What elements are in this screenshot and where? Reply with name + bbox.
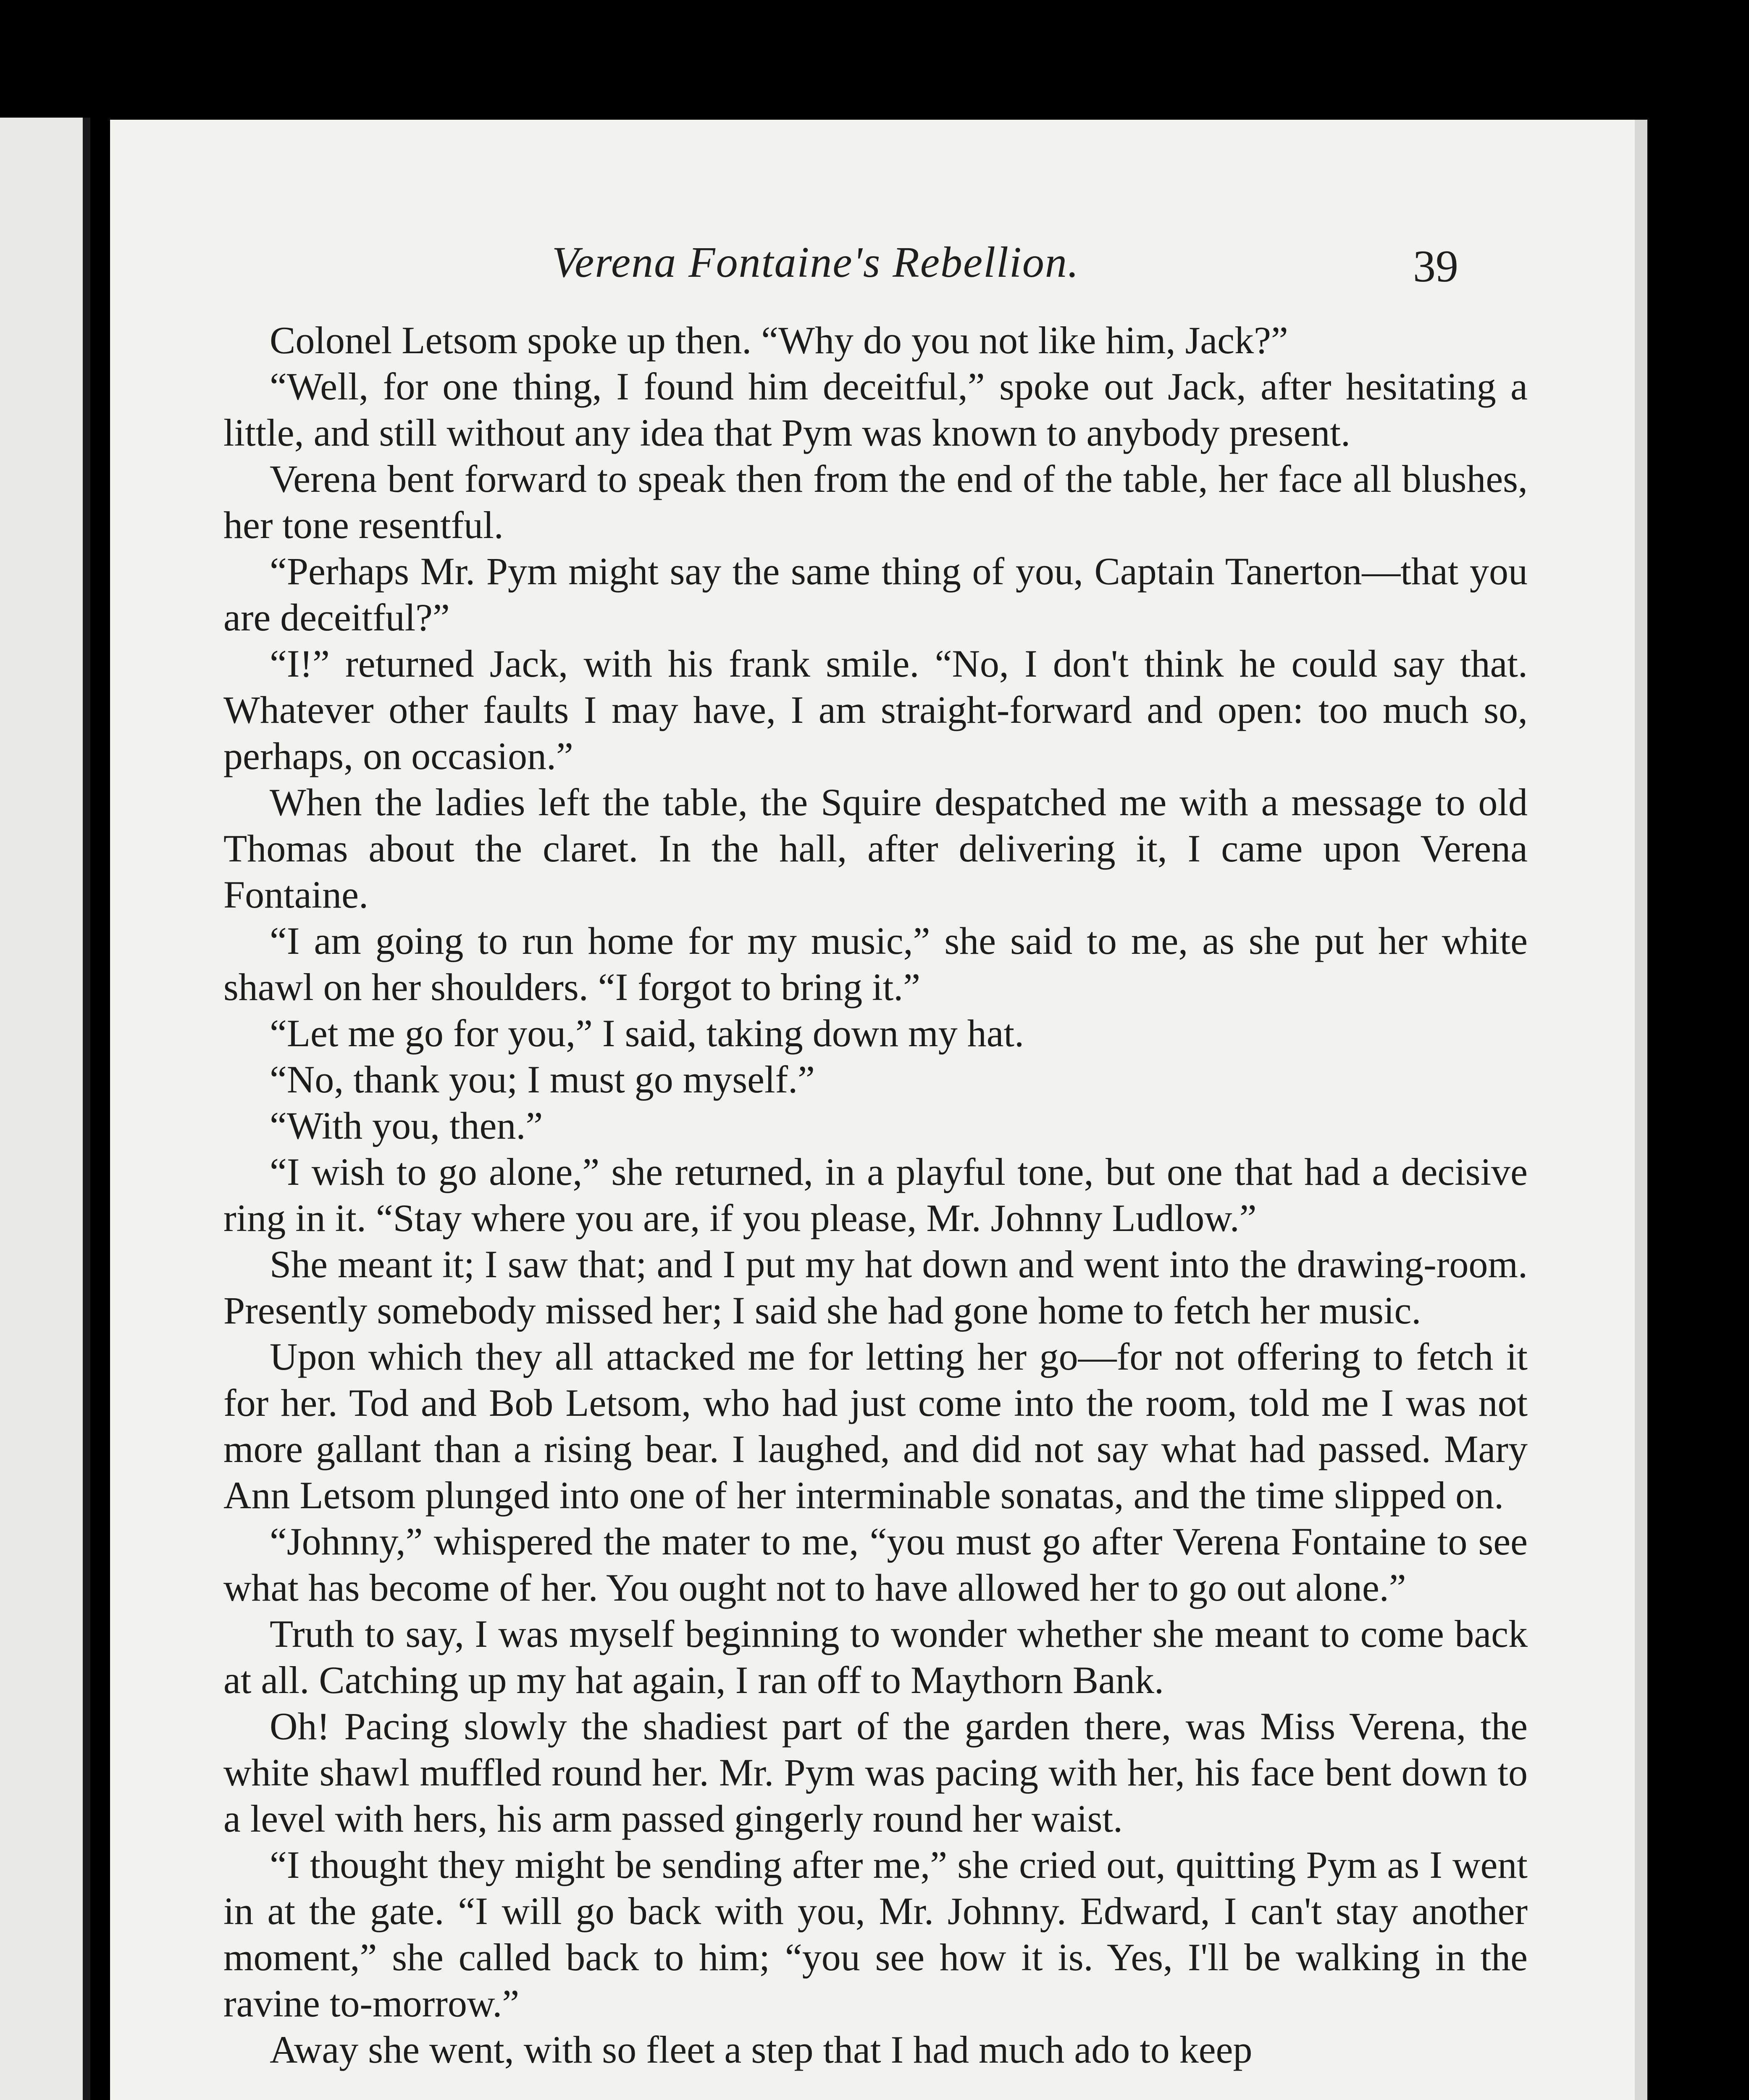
running-head	[110, 225, 1647, 300]
paragraph: “I am going to run home for my music,” she said to me, as she put her white shawl on her shoulders. “I forgot to bring it.”	[223, 919, 1528, 1008]
paragraph: “Well, for one thing, I found him deceitful,” spoke out Jack, after hesitating a little, and still without any idea that Pym was known to anybody present.	[223, 365, 1528, 454]
paragraph: “With you, then.”	[270, 1104, 543, 1147]
paragraph: When the ladies left the table, the Squire despatched me with a message to old Thomas about the claret. In the hall, after delivering it, I came upon Verena Fontaine.	[223, 781, 1528, 916]
paragraph: “Let me go for you,” I said, taking down my hat.	[270, 1012, 1024, 1055]
paragraph: Oh! Pacing slowly the shadiest part of the garden there, was Miss Verena, the white shawl muffled round her. Mr. Pym was pacing with her, his face bent down to a level with hers, his arm passed gingerly round her waist.	[223, 1705, 1528, 1840]
paragraph: Away she went, with so fleet a step that I had much ado to keep	[270, 2028, 1253, 2071]
paragraph: “Perhaps Mr. Pym might say the same thing of you, Captain Tanerton—that you are deceitful?”	[223, 550, 1528, 639]
paragraph: Colonel Letsom spoke up then. “Why do you not like him, Jack?”	[270, 319, 1288, 362]
paragraph: Verena bent forward to speak then from the end of the table, her face all blushes, her tone resentful.	[223, 457, 1528, 546]
paragraph: Truth to say, I was myself beginning to wonder whether she meant to come back at all. Catching up my hat again, I ran off to Maythorn Bank.	[223, 1612, 1528, 1701]
paragraph: “I thought they might be sending after me,” she cried out, quitting Pym as I went in at the gate. “I will go back with you, Mr. Johnny. Edward, I can't stay another moment,” she called back to him; “you see how it is. Yes, I'll be walking in the ravine to-morrow.”	[223, 1843, 1528, 2025]
paragraph: “I!” returned Jack, with his frank smile. “No, I don't think he could say that. Whatever other faults I may have, I am straight-forward and open: too much so, perhaps, on occasion.”	[223, 642, 1528, 777]
facing-page-edge	[0, 118, 90, 2100]
page-number: 39	[1413, 242, 1458, 291]
chapter-title: Verena Fontaine's Rebellion.	[552, 238, 1079, 286]
paragraph: She meant it; I saw that; and I put my hat down and went into the drawing-room. Presently somebody missed her; I said she had gone home to fetch her music.	[223, 1243, 1528, 1332]
paragraph: Upon which they all attacked me for letting her go—for not offering to fetch it for her. Tod and Bob Letsom, who had just come into the room, told me I was not more gallant than a rising bear. I laughed, and did not say what had passed. Mary Ann Letsom plunged into one of her interminable sonatas, and the time slipped on.	[223, 1335, 1528, 1517]
paragraph: “No, thank you; I must go myself.”	[270, 1058, 815, 1101]
paragraph: “Johnny,” whispered the mater to me, “you must go after Verena Fontaine to see what has become of her. You ought not to have allowed her to go out alone.”	[223, 1520, 1528, 1609]
book-page	[110, 120, 1647, 2100]
paragraph: “I wish to go alone,” she returned, in a playful tone, but one that had a decisive ring in it. “Stay where you are, if you please, Mr. Johnny Ludlow.”	[223, 1150, 1528, 1239]
body-text	[223, 317, 1528, 2100]
